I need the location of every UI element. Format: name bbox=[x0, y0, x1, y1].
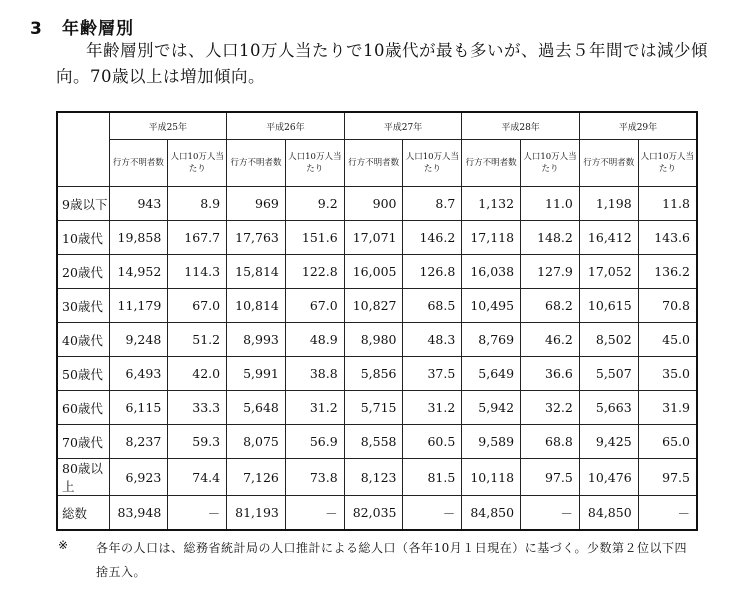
count-cell: 10,495 bbox=[462, 289, 521, 323]
per-capita-cell: 67.0 bbox=[285, 289, 344, 323]
count-cell: 9,425 bbox=[579, 425, 638, 459]
table-row bbox=[57, 496, 697, 531]
count-cell: 5,991 bbox=[227, 357, 286, 391]
per-capita-cell: 146.2 bbox=[403, 221, 462, 255]
per-capita-cell: 136.2 bbox=[638, 255, 697, 289]
count-cell: 969 bbox=[227, 187, 286, 221]
count-cell: 6,115 bbox=[109, 391, 168, 425]
table-row bbox=[57, 357, 697, 391]
table-row bbox=[57, 255, 697, 289]
count-cell: 81,193 bbox=[227, 496, 286, 531]
table-row bbox=[57, 323, 697, 357]
per-capita-cell: 148.2 bbox=[521, 221, 580, 255]
count-cell: 17,763 bbox=[227, 221, 286, 255]
count-cell: 17,052 bbox=[579, 255, 638, 289]
per-capita-cell: 11.0 bbox=[521, 187, 580, 221]
per-capita-cell: 68.5 bbox=[403, 289, 462, 323]
footnote: 各年の人口は、総務省統計局の人口推計による総人口（各年10月１日現在）に基づく。少数第２位以下四捨五入。 bbox=[96, 541, 688, 579]
count-cell: 5,507 bbox=[579, 357, 638, 391]
age-group-label: 10歳代 bbox=[57, 221, 109, 255]
count-cell: 15,814 bbox=[227, 255, 286, 289]
per-capita-cell: 45.0 bbox=[638, 323, 697, 357]
count-cell: 6,923 bbox=[109, 459, 168, 496]
per-capita-cell: － bbox=[638, 496, 697, 531]
per-capita-cell: － bbox=[285, 496, 344, 531]
per-capita-cell: 97.5 bbox=[638, 459, 697, 496]
per-capita-cell: 42.0 bbox=[168, 357, 227, 391]
sub-header-row bbox=[57, 140, 697, 187]
count-cell: 6,493 bbox=[109, 357, 168, 391]
per-capita-cell: 36.6 bbox=[521, 357, 580, 391]
year-header: 平成25年 bbox=[109, 112, 227, 140]
age-group-label: 40歳代 bbox=[57, 323, 109, 357]
per-capita-cell: 56.9 bbox=[285, 425, 344, 459]
count-cell: 5,856 bbox=[344, 357, 403, 391]
count-cell: 8,769 bbox=[462, 323, 521, 357]
per-capita-cell: 8.9 bbox=[168, 187, 227, 221]
count-cell: 11,179 bbox=[109, 289, 168, 323]
count-cell: 9,589 bbox=[462, 425, 521, 459]
per-capita-cell: 68.2 bbox=[521, 289, 580, 323]
per-capita-header: 人口10万人当たり bbox=[403, 140, 462, 187]
section-heading bbox=[30, 14, 134, 39]
year-header: 平成26年 bbox=[227, 112, 345, 140]
count-cell: 17,071 bbox=[344, 221, 403, 255]
count-cell: 5,649 bbox=[462, 357, 521, 391]
table-row bbox=[57, 187, 697, 221]
count-cell: 17,118 bbox=[462, 221, 521, 255]
table-row bbox=[57, 391, 697, 425]
per-capita-cell: 65.0 bbox=[638, 425, 697, 459]
count-cell: 84,850 bbox=[462, 496, 521, 531]
per-capita-cell: 81.5 bbox=[403, 459, 462, 496]
table-row bbox=[57, 425, 697, 459]
per-capita-cell: 51.2 bbox=[168, 323, 227, 357]
per-capita-cell: 74.4 bbox=[168, 459, 227, 496]
per-capita-cell: 122.8 bbox=[285, 255, 344, 289]
year-header: 平成27年 bbox=[344, 112, 462, 140]
per-capita-cell: 97.5 bbox=[521, 459, 580, 496]
count-cell: 82,035 bbox=[344, 496, 403, 531]
per-capita-cell: 143.6 bbox=[638, 221, 697, 255]
per-capita-cell: 114.3 bbox=[168, 255, 227, 289]
count-cell: 16,412 bbox=[579, 221, 638, 255]
count-header: 行方不明者数 bbox=[344, 140, 403, 187]
per-capita-cell: 68.8 bbox=[521, 425, 580, 459]
count-cell: 8,980 bbox=[344, 323, 403, 357]
count-header: 行方不明者数 bbox=[227, 140, 286, 187]
per-capita-cell: 48.9 bbox=[285, 323, 344, 357]
per-capita-cell: 73.8 bbox=[285, 459, 344, 496]
count-cell: 8,123 bbox=[344, 459, 403, 496]
count-cell: 1,198 bbox=[579, 187, 638, 221]
per-capita-cell: 48.3 bbox=[403, 323, 462, 357]
age-group-label: 30歳代 bbox=[57, 289, 109, 323]
count-cell: 8,558 bbox=[344, 425, 403, 459]
age-group-label: 総数 bbox=[57, 496, 109, 531]
count-cell: 5,648 bbox=[227, 391, 286, 425]
count-cell: 5,942 bbox=[462, 391, 521, 425]
count-cell: 16,038 bbox=[462, 255, 521, 289]
per-capita-cell: 31.2 bbox=[285, 391, 344, 425]
age-group-label: 9歳以下 bbox=[57, 187, 109, 221]
count-cell: 10,615 bbox=[579, 289, 638, 323]
per-capita-cell: 167.7 bbox=[168, 221, 227, 255]
per-capita-cell: 8.7 bbox=[403, 187, 462, 221]
per-capita-cell: 9.2 bbox=[285, 187, 344, 221]
age-group-label: 80歳以上 bbox=[57, 459, 109, 496]
per-capita-cell: 126.8 bbox=[403, 255, 462, 289]
table-row bbox=[57, 289, 697, 323]
count-cell: 19,858 bbox=[109, 221, 168, 255]
per-capita-cell: 70.8 bbox=[638, 289, 697, 323]
per-capita-cell: 46.2 bbox=[521, 323, 580, 357]
per-capita-cell: 38.8 bbox=[285, 357, 344, 391]
table-row bbox=[57, 459, 697, 496]
per-capita-header: 人口10万人当たり bbox=[285, 140, 344, 187]
section-title: 年齢層別 bbox=[62, 19, 134, 39]
table-body bbox=[57, 187, 697, 531]
count-cell: 14,952 bbox=[109, 255, 168, 289]
year-header-row bbox=[57, 112, 697, 140]
per-capita-cell: 59.3 bbox=[168, 425, 227, 459]
section-number: 3 bbox=[30, 19, 43, 39]
per-capita-cell: 33.3 bbox=[168, 391, 227, 425]
count-cell: 83,948 bbox=[109, 496, 168, 531]
count-cell: 5,663 bbox=[579, 391, 638, 425]
per-capita-cell: 35.0 bbox=[638, 357, 697, 391]
count-header: 行方不明者数 bbox=[462, 140, 521, 187]
count-cell: 8,075 bbox=[227, 425, 286, 459]
per-capita-cell: － bbox=[403, 496, 462, 531]
count-header: 行方不明者数 bbox=[109, 140, 168, 187]
age-group-label: 60歳代 bbox=[57, 391, 109, 425]
count-cell: 10,118 bbox=[462, 459, 521, 496]
year-header: 平成29年 bbox=[579, 112, 697, 140]
per-capita-cell: 31.9 bbox=[638, 391, 697, 425]
count-header: 行方不明者数 bbox=[579, 140, 638, 187]
per-capita-header: 人口10万人当たり bbox=[638, 140, 697, 187]
per-capita-cell: － bbox=[168, 496, 227, 531]
count-cell: 7,126 bbox=[227, 459, 286, 496]
age-group-label: 70歳代 bbox=[57, 425, 109, 459]
count-cell: 8,502 bbox=[579, 323, 638, 357]
per-capita-cell: 11.8 bbox=[638, 187, 697, 221]
age-group-label: 20歳代 bbox=[57, 255, 109, 289]
per-capita-header: 人口10万人当たり bbox=[168, 140, 227, 187]
per-capita-cell: 151.6 bbox=[285, 221, 344, 255]
intro-paragraph: 年齢層別では、人口10万人当たりで10歳代が最も多いが、過去５年間では減少傾向。70歳以上は増加傾向。 bbox=[56, 41, 708, 86]
per-capita-cell: 31.2 bbox=[403, 391, 462, 425]
missing-persons-table bbox=[56, 111, 698, 531]
count-cell: 9,248 bbox=[109, 323, 168, 357]
count-cell: 84,850 bbox=[579, 496, 638, 531]
count-cell: 900 bbox=[344, 187, 403, 221]
count-cell: 5,715 bbox=[344, 391, 403, 425]
count-cell: 1,132 bbox=[462, 187, 521, 221]
per-capita-header: 人口10万人当たり bbox=[521, 140, 580, 187]
per-capita-cell: 32.2 bbox=[521, 391, 580, 425]
per-capita-cell: 37.5 bbox=[403, 357, 462, 391]
corner-cell bbox=[57, 112, 109, 187]
per-capita-cell: 127.9 bbox=[521, 255, 580, 289]
age-group-label: 50歳代 bbox=[57, 357, 109, 391]
per-capita-cell: 67.0 bbox=[168, 289, 227, 323]
note-mark: ※ bbox=[58, 538, 69, 552]
count-cell: 8,993 bbox=[227, 323, 286, 357]
count-cell: 8,237 bbox=[109, 425, 168, 459]
year-header: 平成28年 bbox=[462, 112, 580, 140]
count-cell: 943 bbox=[109, 187, 168, 221]
count-cell: 10,476 bbox=[579, 459, 638, 496]
per-capita-cell: － bbox=[521, 496, 580, 531]
count-cell: 16,005 bbox=[344, 255, 403, 289]
count-cell: 10,814 bbox=[227, 289, 286, 323]
count-cell: 10,827 bbox=[344, 289, 403, 323]
per-capita-cell: 60.5 bbox=[403, 425, 462, 459]
table-row bbox=[57, 221, 697, 255]
